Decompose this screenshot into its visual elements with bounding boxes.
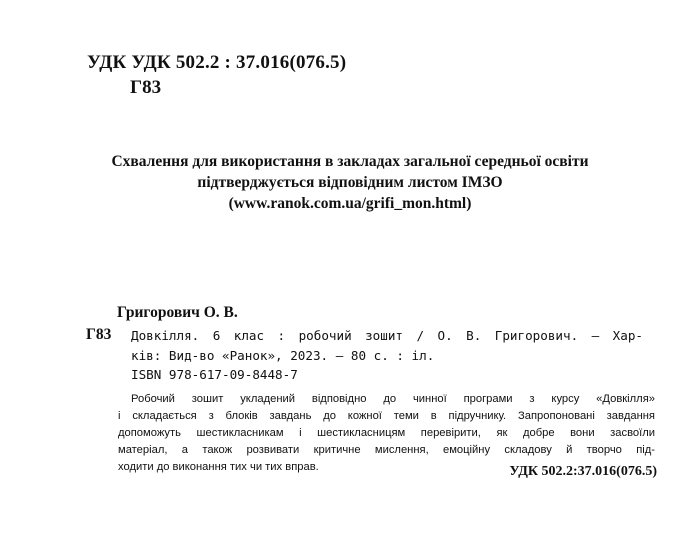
catalog-code-header: Г83: [130, 77, 162, 98]
approval-line-1: Схвалення для використання в закладах загальної середньої освіти: [111, 153, 589, 170]
abstract-text: і складається з блоків завдань до кожної теми в підручнику. Запропоновані завдання: [118, 410, 655, 422]
abstract-text: допоможуть шестикласникам і шестикласницям перевірити, як добре вони засвоїли: [118, 427, 655, 439]
abstract-text: ходити до виконання тих чи тих вправ.: [118, 461, 319, 473]
udk-header: УДК УДК 502.2 : 37.016(076.5): [87, 52, 347, 73]
abstract-line-3: [118, 425, 655, 442]
abstract-line-1: [131, 391, 655, 408]
bibliographic-description-line-2: ків: Вид-во «Ранок», 2023. — 80 с. : іл.: [131, 348, 435, 363]
abstract-text: Робочий зошит укладений відповідно до чинної програми з курсу «Довкілля»: [131, 393, 655, 405]
bibliographic-description-line-1: Довкілля. 6 клас : робочий зошит / О. В. Григорович. — Хар-: [131, 328, 643, 343]
isbn: ISBN 978-617-09-8448-7: [131, 367, 298, 382]
abstract-line-2: [118, 408, 655, 425]
approval-line-2: підтверджується відповідним листом ІМЗО: [197, 174, 503, 191]
abstract-text: матеріал, а також розвивати критичне мислення, емоційну складову й творчо під-: [118, 444, 655, 456]
author-name: Григорович О. В.: [117, 304, 238, 321]
catalog-code: Г83: [86, 326, 112, 343]
udk-footer: УДК 502.2:37.016(076.5): [509, 464, 657, 479]
approval-url: (www.ranok.com.ua/grifi_mon.html): [228, 195, 472, 212]
abstract-line-4: [118, 442, 655, 459]
